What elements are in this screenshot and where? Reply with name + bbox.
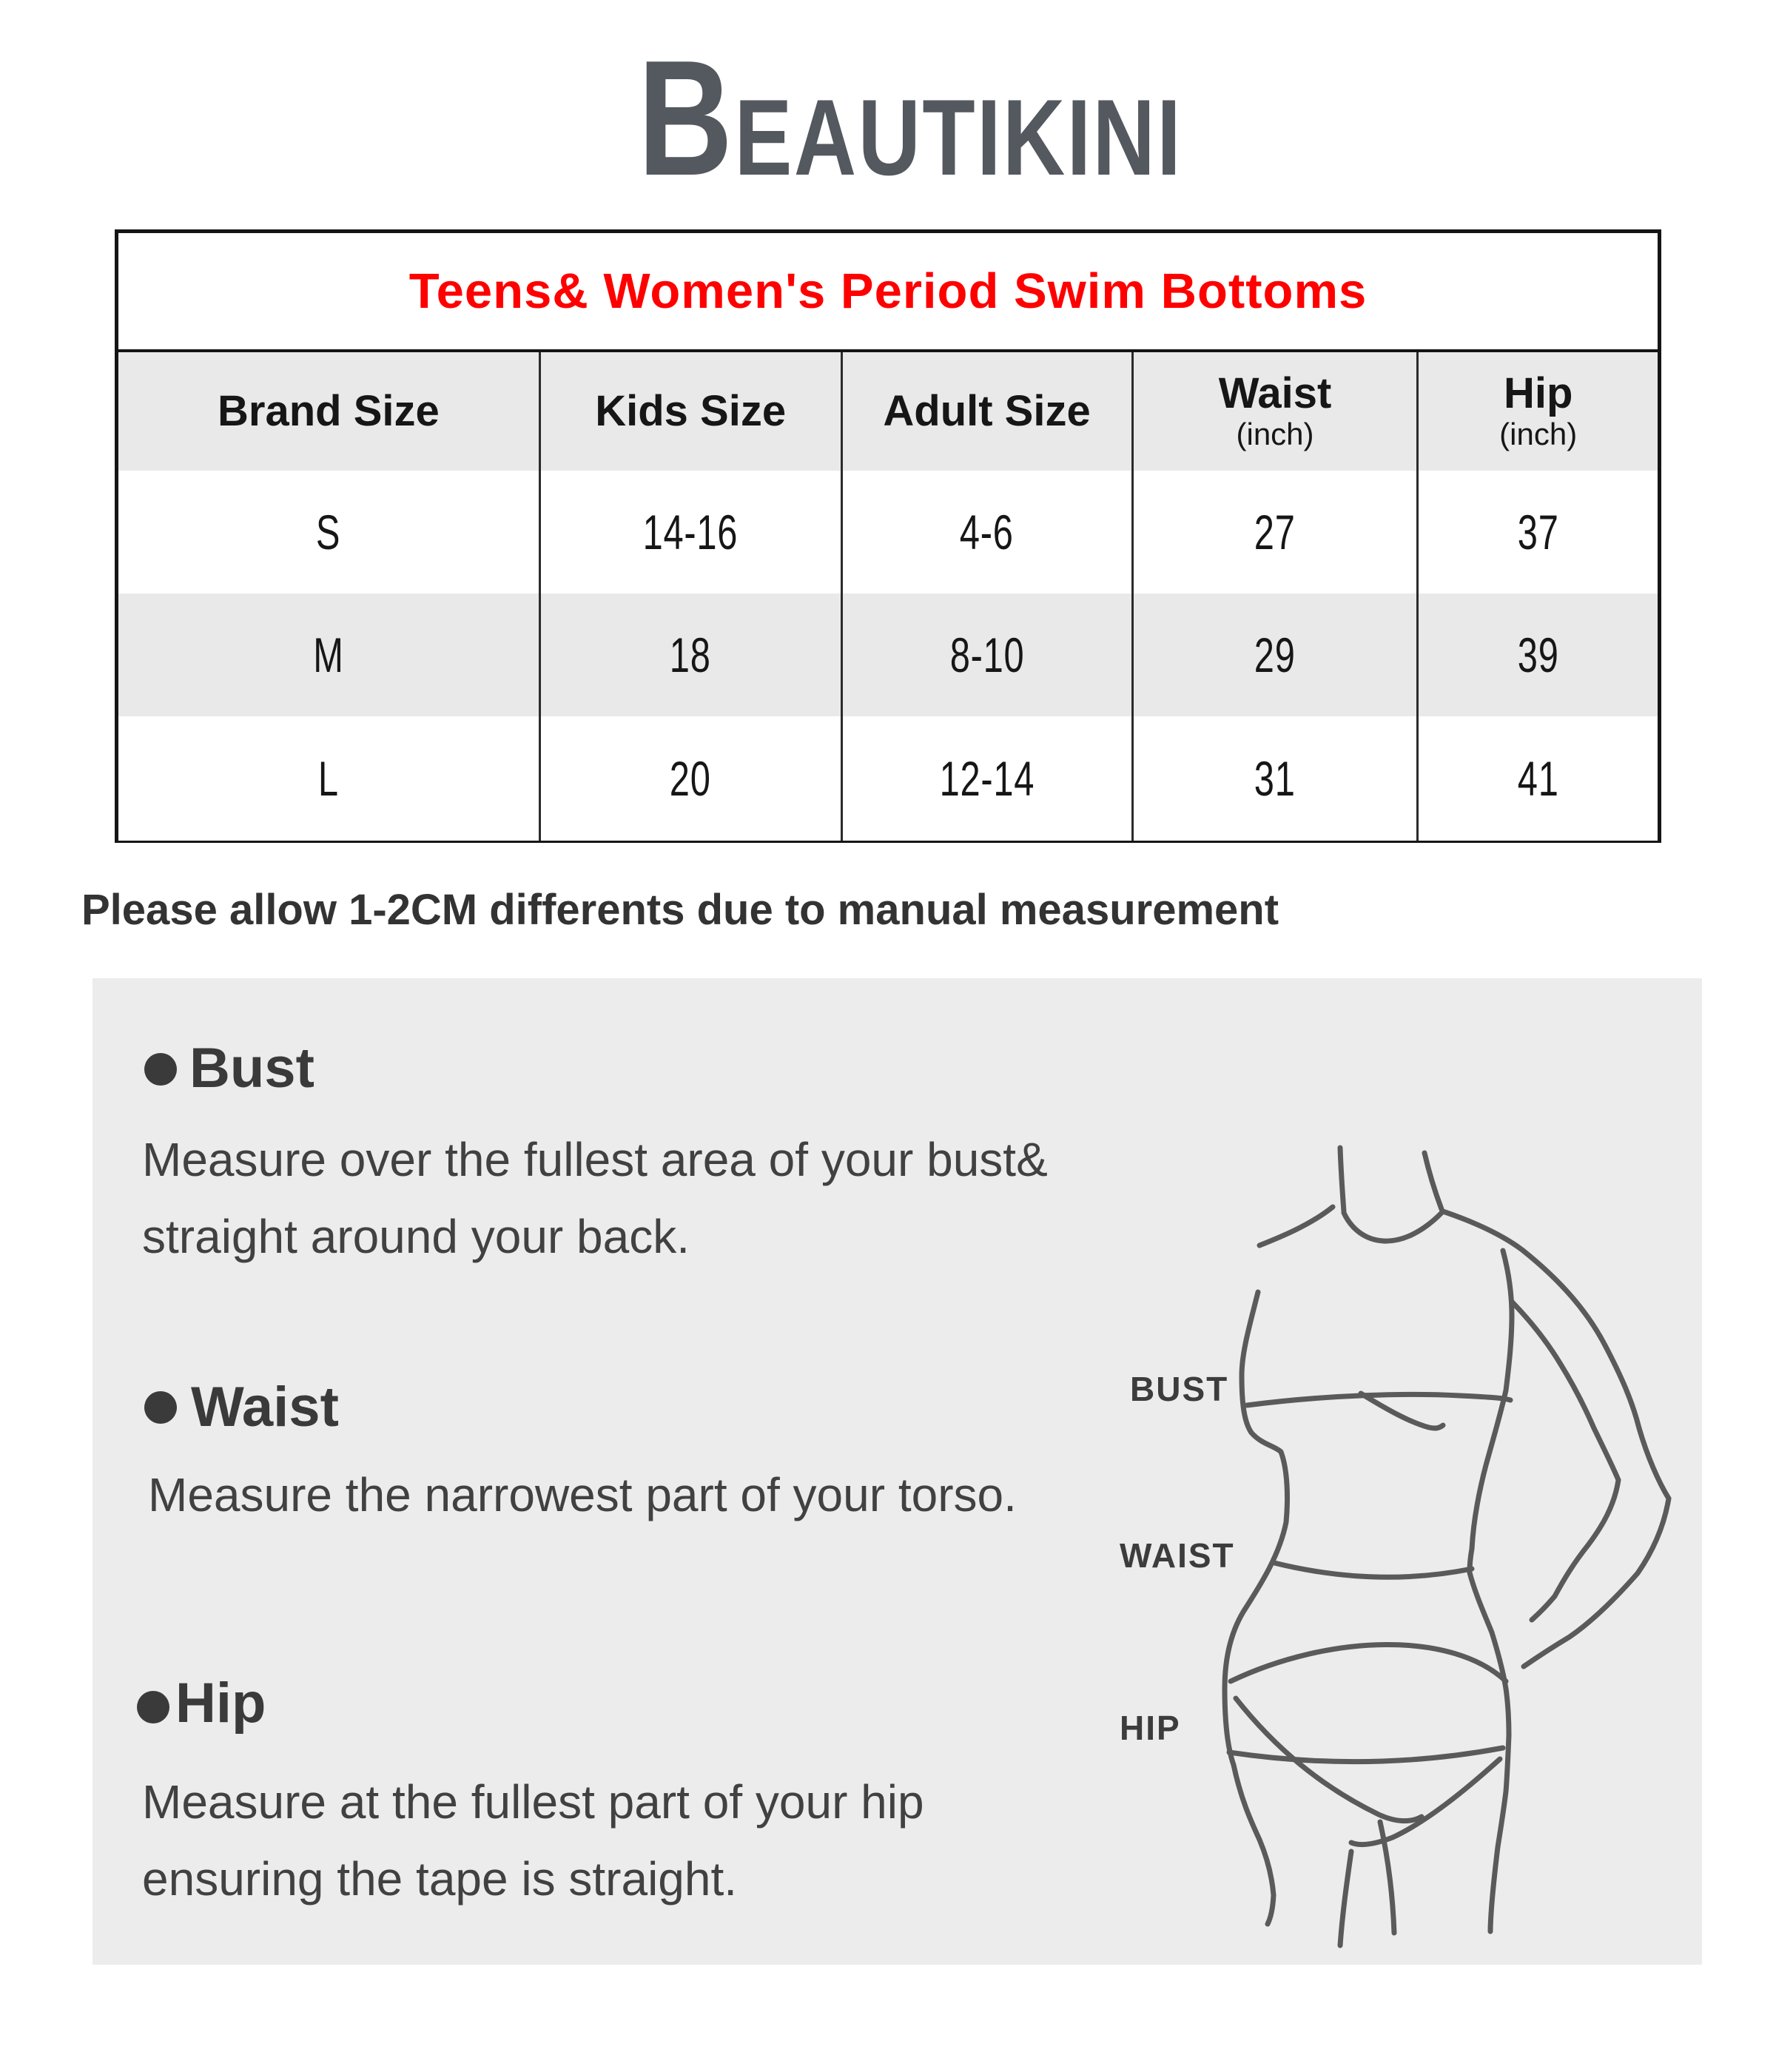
figure-label-bust: BUST	[1130, 1370, 1229, 1408]
table-row-size-s	[118, 471, 1658, 593]
column-header-label: Hip	[1503, 369, 1573, 417]
cell-value: 39	[1517, 628, 1559, 682]
figure-waist-tape-line	[1274, 1563, 1472, 1577]
column-header-waist	[1131, 352, 1417, 471]
figure-label-waist: WAIST	[1120, 1536, 1235, 1575]
figure-hip-tape-line	[1229, 1748, 1503, 1762]
table-row-size-l	[118, 716, 1658, 841]
figure-left-side-line	[1225, 1292, 1288, 1924]
brand-logo	[200, 27, 1621, 210]
cell-kids-size	[539, 716, 841, 841]
section-title-waist: Waist	[191, 1376, 339, 1439]
figure-label-hip: HIP	[1120, 1709, 1181, 1747]
brand-logo-text: EAUTIKINI	[734, 77, 1183, 198]
section-text-line: ensuring the tape is straight.	[142, 1852, 738, 1906]
cell-brand-size	[118, 716, 539, 841]
brand-logo-first-letter: B	[637, 27, 735, 210]
table-row-size-m	[118, 593, 1658, 716]
size-chart-title: Teens& Women's Period Swim Bottoms	[118, 233, 1658, 352]
cell-value: M	[313, 628, 344, 682]
column-header-unit: (inch)	[1236, 417, 1314, 451]
cell-waist	[1131, 716, 1417, 841]
size-chart-table	[115, 229, 1661, 843]
cell-brand-size	[118, 593, 539, 716]
cell-value: 41	[1517, 751, 1559, 806]
cell-value: S	[316, 505, 341, 559]
cell-adult-size	[841, 471, 1131, 593]
body-outline-illustration	[92, 978, 1702, 1965]
figure-left-shoulder-line	[1259, 1207, 1333, 1245]
cell-kids-size	[539, 471, 841, 593]
cell-value: 37	[1517, 505, 1559, 559]
section-title-hip: Hip	[175, 1672, 266, 1735]
column-header-adult-size	[841, 352, 1131, 471]
cell-value: 8-10	[949, 628, 1024, 682]
section-text-line: Measure the narrowest part of your torso.	[148, 1468, 1017, 1521]
cell-value: 27	[1254, 505, 1296, 559]
column-header-kids-size	[539, 352, 841, 471]
column-header-label: Adult Size	[883, 387, 1091, 435]
figure-bust-tape-cross-line	[1361, 1393, 1443, 1428]
column-header-unit: (inch)	[1499, 417, 1578, 451]
cell-value: L	[317, 751, 339, 806]
cell-value: 14-16	[642, 505, 739, 559]
size-chart-header-row	[118, 352, 1658, 471]
column-header-label: Kids Size	[595, 387, 787, 435]
cell-adult-size	[841, 716, 1131, 841]
figure-collar-line	[1344, 1211, 1443, 1241]
section-title-bust: Bust	[189, 1037, 314, 1100]
section-text-line: Measure at the fullest part of your hip	[142, 1775, 924, 1829]
column-header-hip	[1416, 352, 1658, 471]
figure-neck-right-line	[1424, 1153, 1442, 1209]
cell-value: 29	[1254, 628, 1296, 682]
cell-hip	[1416, 716, 1658, 841]
figure-right-arm-inner-line	[1512, 1302, 1618, 1620]
cell-value: 20	[670, 751, 712, 806]
cell-value: 12-14	[939, 751, 1035, 806]
measuring-guide-panel	[92, 978, 1702, 1965]
cell-brand-size	[118, 471, 539, 593]
figure-left-inner-leg-line	[1340, 1851, 1351, 1945]
measurement-tolerance-note: Please allow 1-2CM differents due to manual measurement	[81, 886, 1279, 934]
figure-neck-left-line	[1340, 1148, 1344, 1211]
cell-value: 31	[1254, 751, 1296, 806]
section-text-line: Measure over the fullest area of your bust&	[142, 1133, 1048, 1186]
cell-kids-size	[539, 593, 841, 716]
cell-value: 18	[670, 628, 712, 682]
cell-hip	[1416, 471, 1658, 593]
section-text-line: straight around your back.	[142, 1210, 690, 1263]
cell-hip	[1416, 593, 1658, 716]
cell-adult-size	[841, 593, 1131, 716]
cell-value: 4-6	[960, 505, 1014, 559]
cell-waist	[1131, 471, 1417, 593]
figure-right-leg-opening-line	[1351, 1759, 1500, 1845]
column-header-brand-size	[118, 352, 539, 471]
figure-right-torso-line	[1470, 1251, 1512, 1931]
column-header-label: Waist	[1218, 369, 1332, 417]
figure-briefs-top-line	[1231, 1644, 1506, 1681]
column-header-label: Brand Size	[218, 387, 440, 435]
cell-waist	[1131, 593, 1417, 716]
